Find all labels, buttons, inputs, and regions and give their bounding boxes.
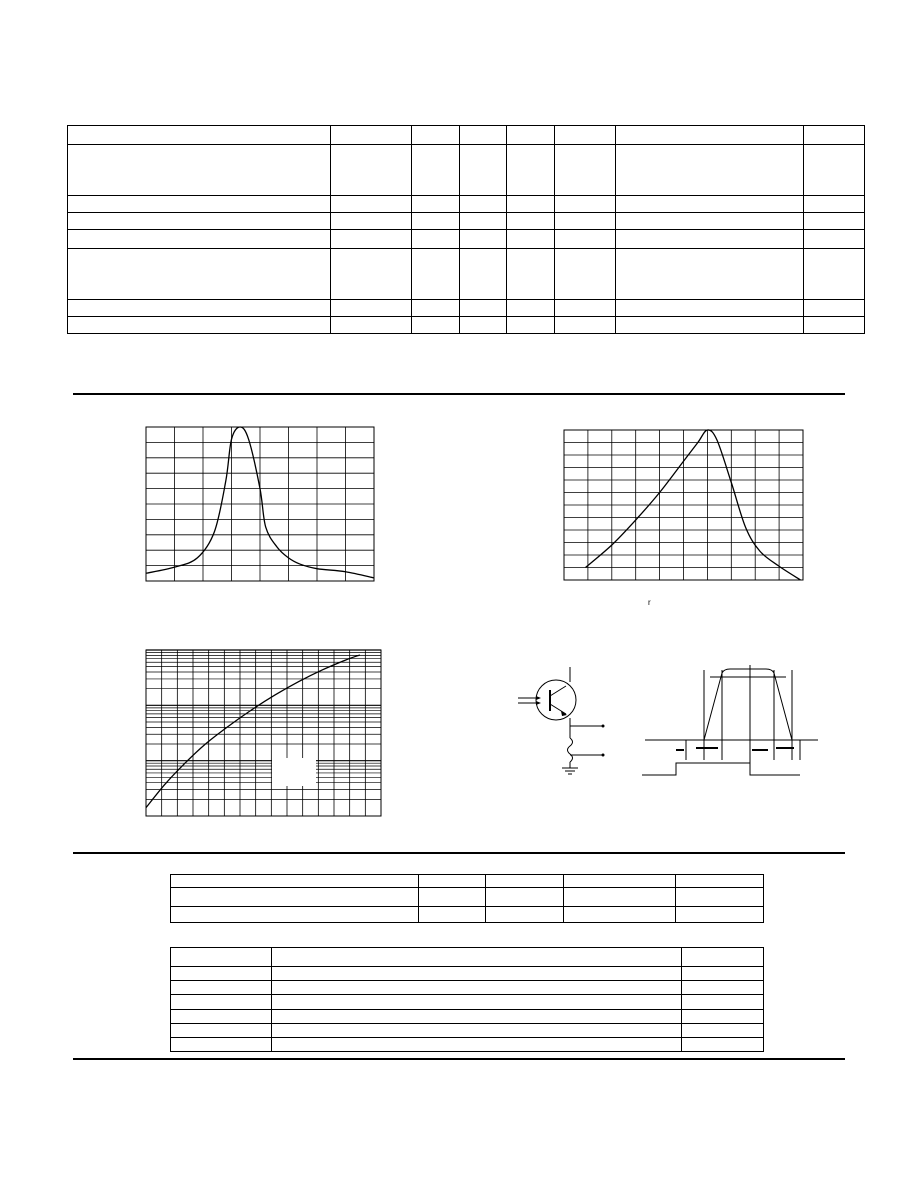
cell — [171, 981, 272, 995]
cell — [171, 948, 272, 967]
cell — [68, 248, 331, 299]
cell — [554, 230, 615, 248]
cell — [616, 196, 804, 213]
spec-table-middle — [170, 874, 764, 923]
cell — [411, 196, 459, 213]
cell — [616, 126, 804, 145]
cell — [616, 213, 804, 230]
cell — [330, 126, 411, 145]
cell — [68, 196, 331, 213]
legend-box — [272, 758, 316, 786]
cell — [616, 248, 804, 299]
cell — [171, 1009, 272, 1023]
cell — [507, 248, 555, 299]
output-terminal-1 — [602, 725, 605, 728]
cell — [419, 875, 486, 888]
cell — [330, 248, 411, 299]
cell — [804, 230, 865, 248]
cell — [507, 316, 555, 333]
cell — [507, 196, 555, 213]
cell — [682, 967, 764, 981]
cell — [330, 213, 411, 230]
cell — [485, 888, 563, 906]
cell — [554, 299, 615, 316]
cell — [419, 906, 486, 922]
transistor-emitter — [550, 704, 566, 714]
cell — [554, 126, 615, 145]
cell — [616, 230, 804, 248]
section-rule-1 — [73, 393, 845, 395]
stray-mark: r — [648, 598, 651, 607]
cell — [271, 1037, 682, 1051]
emitter-arrowhead — [561, 711, 567, 716]
cell — [459, 299, 507, 316]
cell — [563, 906, 676, 922]
light-arrowhead-1 — [536, 696, 541, 700]
cell — [171, 995, 272, 1009]
cell — [804, 126, 865, 145]
cell — [616, 145, 804, 196]
section-rule-3 — [73, 1058, 845, 1060]
cell — [682, 1009, 764, 1023]
plot-frame — [146, 650, 381, 816]
cell — [507, 230, 555, 248]
cell — [411, 299, 459, 316]
cell — [485, 875, 563, 888]
cell — [330, 196, 411, 213]
cell — [485, 906, 563, 922]
cell — [682, 995, 764, 1009]
cell — [459, 145, 507, 196]
cell — [804, 248, 865, 299]
cell — [271, 995, 682, 1009]
cell — [554, 196, 615, 213]
cell — [554, 145, 615, 196]
cell — [459, 230, 507, 248]
cell — [804, 213, 865, 230]
cell — [682, 1023, 764, 1037]
cell — [507, 126, 555, 145]
cell — [419, 888, 486, 906]
cell — [68, 126, 331, 145]
load-resistor — [568, 738, 573, 762]
section-rule-2 — [73, 852, 845, 854]
cell — [171, 1037, 272, 1051]
cell — [682, 981, 764, 995]
cell — [554, 213, 615, 230]
series-line — [146, 655, 360, 808]
cell — [330, 145, 411, 196]
cell — [171, 875, 419, 888]
cell — [563, 888, 676, 906]
cell — [411, 316, 459, 333]
cell — [804, 299, 865, 316]
cell — [171, 906, 419, 922]
plot-frame — [146, 427, 374, 581]
cell — [411, 248, 459, 299]
cell — [676, 875, 764, 888]
spec-table-top — [67, 125, 865, 334]
series-line — [586, 430, 801, 580]
cell — [676, 888, 764, 906]
cell — [554, 316, 615, 333]
cell — [459, 248, 507, 299]
cell — [616, 299, 804, 316]
cell — [676, 906, 764, 922]
input-pulse — [642, 763, 800, 775]
cell — [804, 316, 865, 333]
spec-table-bottom — [170, 947, 764, 1052]
cell — [507, 213, 555, 230]
cell — [271, 1023, 682, 1037]
cell — [171, 967, 272, 981]
cell — [330, 299, 411, 316]
cell — [616, 316, 804, 333]
cell — [459, 316, 507, 333]
cell — [411, 145, 459, 196]
cell — [459, 126, 507, 145]
transistor-collector — [550, 686, 566, 696]
cell — [68, 145, 331, 196]
cell — [330, 316, 411, 333]
cell — [507, 145, 555, 196]
cell — [411, 126, 459, 145]
cell — [507, 299, 555, 316]
cell — [459, 213, 507, 230]
cell — [271, 1009, 682, 1023]
cell — [682, 948, 764, 967]
cell — [271, 967, 682, 981]
cell — [682, 1037, 764, 1051]
cell — [554, 248, 615, 299]
cell — [804, 145, 865, 196]
cell — [271, 981, 682, 995]
cell — [68, 316, 331, 333]
cell — [68, 213, 331, 230]
cell — [804, 196, 865, 213]
output-pulse — [676, 669, 808, 740]
cell — [411, 213, 459, 230]
cell — [68, 299, 331, 316]
cell — [171, 1023, 272, 1037]
cell — [68, 230, 331, 248]
light-arrowhead-2 — [536, 701, 541, 705]
cell — [459, 196, 507, 213]
output-terminal-2 — [602, 754, 605, 757]
cell — [411, 230, 459, 248]
phototransistor-symbol — [536, 680, 576, 720]
cell — [171, 888, 419, 906]
series-line — [146, 427, 374, 578]
cell — [330, 230, 411, 248]
cell — [271, 948, 682, 967]
cell — [563, 875, 676, 888]
plot-frame — [564, 430, 803, 580]
